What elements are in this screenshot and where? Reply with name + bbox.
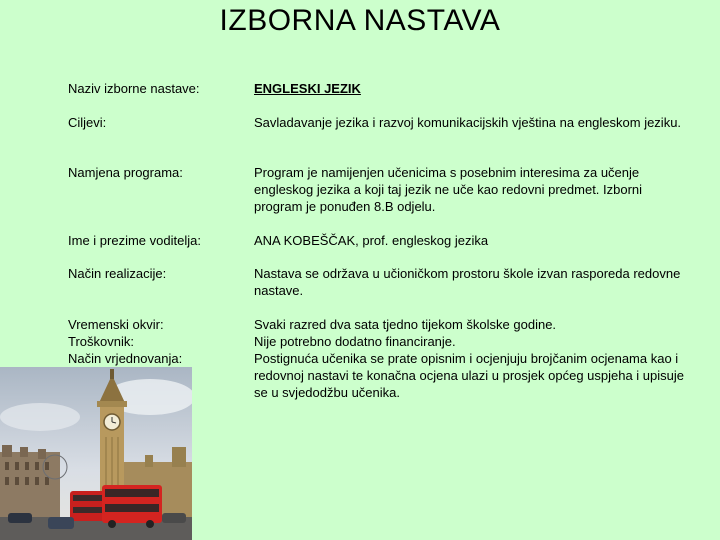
value-time-frame: Svaki razred dva sata tjedno tijekom školske godine. [254, 317, 557, 332]
big-ben-photo [0, 367, 192, 540]
value-course-name: ENGLESKI JEZIK [254, 81, 361, 96]
label-time-frame: Vremenski okvir: [68, 317, 164, 332]
label-course-name: Naziv izborne nastave: [68, 81, 200, 96]
label-teacher: Ime i prezime voditelja: [68, 233, 201, 248]
value-realization: Nastava se održava u učioničkom prostoru škole izvan rasporeda redovne nastave. [254, 266, 681, 298]
value-teacher: ANA KOBEŠČAK, prof. engleskog jezika [254, 233, 489, 248]
label-group-final [68, 316, 248, 367]
label-goals: Ciljevi: [68, 115, 107, 130]
label-evaluation: Način vrjednovanja: [68, 351, 183, 366]
page-title: IZBORNA NASTAVA [219, 4, 501, 37]
value-evaluation: Postignuća učenika se prate opisnim i ocjenjuju brojčanim ocjenama kao i redovnoj nastavi te konačna ocjena ulazi u prosjek općeg uspjeha i upisuje se u svjedodžbu učenika. [254, 351, 685, 400]
label-purpose: Namjena programa: [68, 165, 183, 180]
value-costs: Nije potrebno dodatno financiranje. [254, 334, 456, 349]
label-realization: Način realizacije: [68, 266, 167, 281]
value-purpose: Program je namijenjen učenicima s posebnim interesima za učenje engleskog jezika a koji taj jezik ne uče kao redovni predmet. Izborni program je ponuđen 8.B odjelu. [254, 165, 643, 214]
label-costs: Troškovnik: [68, 334, 134, 349]
value-group-final [254, 316, 684, 401]
value-goals: Savladavanje jezika i razvoj komunikacijskih vještina na engleskom jeziku. [254, 115, 682, 130]
